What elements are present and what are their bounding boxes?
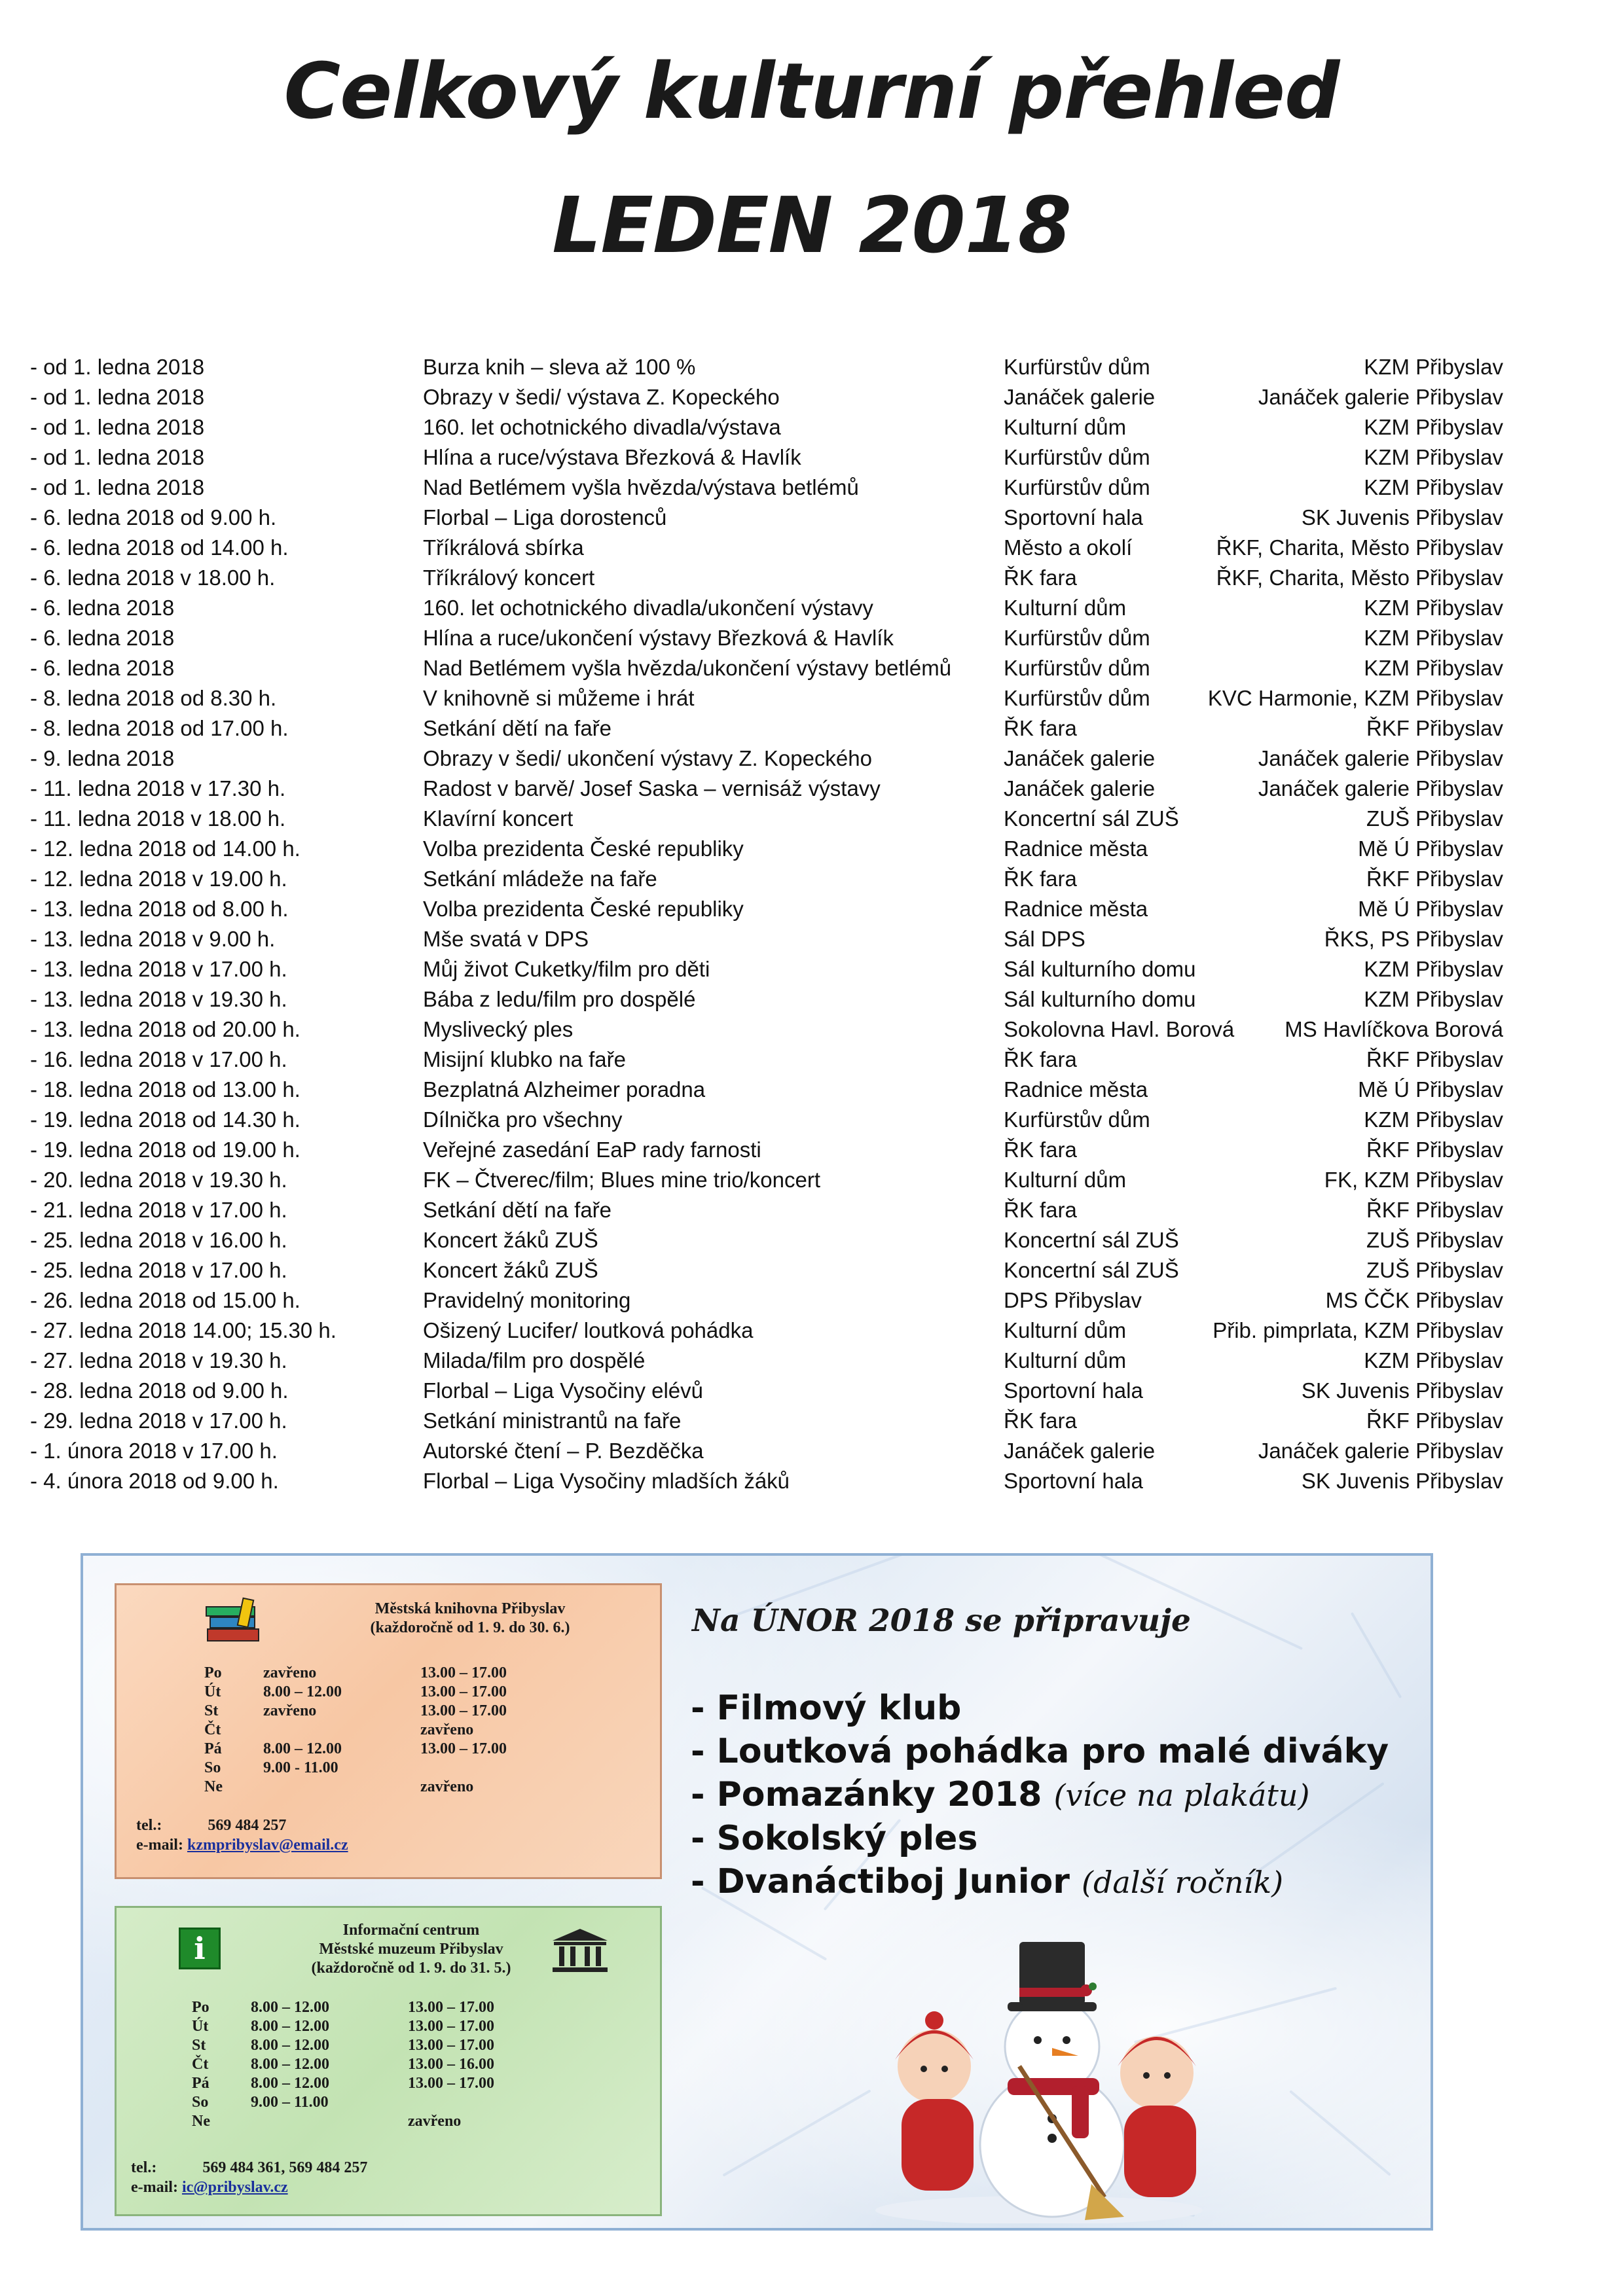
event-row xyxy=(30,713,1503,744)
event-venue: Janáček galerie xyxy=(1004,776,1156,800)
snowman-illustration xyxy=(856,1922,1222,2223)
info-center-schedule xyxy=(192,1998,558,2131)
event-row xyxy=(30,744,1503,774)
promo-item-text: - Dvanáctiboj Junior xyxy=(691,1862,1070,1901)
event-row xyxy=(30,1165,1503,1195)
event-venue: Janáček galerie xyxy=(1004,1439,1156,1463)
schedule-day: Út xyxy=(192,2018,209,2035)
event-organizer: MS ČČK Přibyslav xyxy=(1325,1288,1503,1312)
event-organizer: ŘKF Přibyslav xyxy=(1366,1138,1503,1162)
event-date: - 13. ledna 2018 v 19.30 h. xyxy=(30,987,287,1011)
info-center-subname: Městské muzeum Přibyslav xyxy=(319,1941,503,1958)
info-center-hours-box xyxy=(115,1906,662,2216)
event-title: Obrazy v šedi/ ukončení výstavy Z. Kopeckého xyxy=(423,746,872,770)
event-organizer: Janáček galerie Přibyslav xyxy=(1258,776,1503,800)
event-date: - od 1. ledna 2018 xyxy=(30,475,205,499)
schedule-morning: 8.00 – 12.00 xyxy=(263,1683,342,1700)
event-title: Ošizený Lucifer/ loutková pohádka xyxy=(423,1318,754,1342)
schedule-morning: 8.00 – 12.00 xyxy=(251,1999,329,2016)
event-venue: Sál DPS xyxy=(1004,927,1085,951)
schedule-row xyxy=(204,1759,571,1778)
event-venue: Kurfürstův dům xyxy=(1004,626,1150,650)
event-organizer: KZM Přibyslav xyxy=(1364,656,1503,680)
schedule-row xyxy=(192,2036,558,2055)
library-email-label: e-mail: xyxy=(136,1837,183,1854)
event-organizer: ŘKF Přibyslav xyxy=(1366,1408,1503,1433)
event-venue: Sportovní hala xyxy=(1004,505,1143,529)
event-organizer: ZUŠ Přibyslav xyxy=(1366,1228,1503,1252)
promo-item xyxy=(691,1730,1389,1773)
event-venue: ŘK fara xyxy=(1004,1408,1077,1433)
event-title: Volba prezidenta České republiky xyxy=(423,897,744,921)
event-title: Klavírní koncert xyxy=(423,806,574,831)
event-row xyxy=(30,442,1503,473)
event-organizer: Mě Ú Přibyslav xyxy=(1358,1077,1503,1102)
schedule-day: So xyxy=(204,1759,221,1776)
event-organizer: KZM Přibyslav xyxy=(1364,596,1503,620)
schedule-afternoon: 13.00 – 17.00 xyxy=(408,2018,494,2035)
schedule-day: Čt xyxy=(204,1721,221,1738)
event-row xyxy=(30,774,1503,804)
event-title: V knihovně si můžeme i hrát xyxy=(423,686,695,710)
event-title: 160. let ochotnického divadla/výstava xyxy=(423,415,781,439)
event-row xyxy=(30,1436,1503,1466)
event-venue: Janáček galerie xyxy=(1004,746,1156,770)
schedule-afternoon: 13.00 – 17.00 xyxy=(420,1683,507,1700)
event-title: Misijní klubko na faře xyxy=(423,1047,626,1071)
books-icon xyxy=(203,1598,263,1649)
event-title: Florbal – Liga Vysočiny mladších žáků xyxy=(423,1469,790,1493)
promo-item xyxy=(691,1817,1389,1860)
event-venue: Kulturní dům xyxy=(1004,415,1127,439)
event-venue: Kurfürstův dům xyxy=(1004,445,1150,469)
library-phone-label: tel.: xyxy=(136,1817,162,1834)
event-organizer: Janáček galerie Přibyslav xyxy=(1258,1439,1503,1463)
event-row xyxy=(30,984,1503,1014)
event-row xyxy=(30,1285,1503,1316)
event-row xyxy=(30,1346,1503,1376)
frost-stroke xyxy=(1351,1612,1402,1698)
event-venue: Koncertní sál ZUŠ xyxy=(1004,1258,1179,1282)
event-title: Burza knih – sleva až 100 % xyxy=(423,355,696,379)
promo-item xyxy=(691,1860,1389,1904)
event-venue: Janáček galerie xyxy=(1004,385,1156,409)
event-row xyxy=(30,1376,1503,1406)
promo-item-note: (více na plakátu) xyxy=(1053,1778,1310,1813)
event-title: Milada/film pro dospělé xyxy=(423,1348,646,1372)
event-organizer: ZUŠ Přibyslav xyxy=(1366,1258,1503,1282)
event-row xyxy=(30,382,1503,412)
schedule-row xyxy=(192,2074,558,2093)
schedule-row xyxy=(204,1702,571,1721)
schedule-morning: zavřeno xyxy=(263,1702,317,1719)
event-organizer: KZM Přibyslav xyxy=(1364,475,1503,499)
event-date: - 21. ledna 2018 v 17.00 h. xyxy=(30,1198,287,1222)
library-schedule xyxy=(204,1664,571,1797)
frost-stroke xyxy=(722,2089,871,2176)
schedule-morning: 8.00 – 12.00 xyxy=(251,2075,329,2092)
event-organizer: MS Havlíčkova Borová xyxy=(1285,1017,1503,1041)
event-organizer: KZM Přibyslav xyxy=(1364,957,1503,981)
event-date: - 6. ledna 2018 xyxy=(30,626,175,650)
event-row xyxy=(30,894,1503,924)
event-venue: Kurfürstův dům xyxy=(1004,656,1150,680)
event-date: - od 1. ledna 2018 xyxy=(30,445,205,469)
event-venue: DPS Přibyslav xyxy=(1004,1288,1142,1312)
event-venue: Kurfürstův dům xyxy=(1004,1107,1150,1132)
schedule-afternoon: 13.00 – 17.00 xyxy=(420,1664,507,1681)
event-title: Florbal – Liga Vysočiny elévů xyxy=(423,1378,704,1403)
promo-item xyxy=(691,1773,1389,1817)
event-organizer: Mě Ú Přibyslav xyxy=(1358,897,1503,921)
event-date: - 12. ledna 2018 od 14.00 h. xyxy=(30,836,301,861)
event-organizer: Janáček galerie Přibyslav xyxy=(1258,385,1503,409)
promo-item-note: (další ročník) xyxy=(1082,1865,1284,1900)
promo-item-text: - Loutková pohádka pro malé diváky xyxy=(691,1732,1389,1771)
schedule-morning: 9.00 – 11.00 xyxy=(251,2094,329,2111)
frost-stroke xyxy=(1289,2090,1391,2176)
event-title: FK – Čtverec/film; Blues mine trio/koncert xyxy=(423,1168,821,1192)
schedule-row xyxy=(192,2112,558,2131)
schedule-day: Ne xyxy=(192,2113,210,2130)
event-title: Obrazy v šedi/ výstava Z. Kopeckého xyxy=(423,385,780,409)
event-date: - 13. ledna 2018 od 8.00 h. xyxy=(30,897,289,921)
event-date: - od 1. ledna 2018 xyxy=(30,415,205,439)
event-title: Nad Betlémem vyšla hvězda/ukončení výstavy betlémů xyxy=(423,656,952,680)
event-organizer: ŘKF, Charita, Město Přibyslav xyxy=(1216,535,1503,560)
event-row xyxy=(30,352,1503,382)
event-organizer: ŘKF Přibyslav xyxy=(1366,1047,1503,1071)
event-organizer: KVC Harmonie, KZM Přibyslav xyxy=(1207,686,1503,710)
event-row xyxy=(30,924,1503,954)
schedule-day: Út xyxy=(204,1683,221,1700)
event-row xyxy=(30,834,1503,864)
event-venue: Kulturní dům xyxy=(1004,1168,1127,1192)
event-title: Radost v barvě/ Josef Saska – vernisáž výstavy xyxy=(423,776,881,800)
event-row xyxy=(30,1466,1503,1496)
event-date: - 11. ledna 2018 v 18.00 h. xyxy=(30,806,286,831)
event-row xyxy=(30,1316,1503,1346)
event-venue: Sportovní hala xyxy=(1004,1378,1143,1403)
event-venue: Kulturní dům xyxy=(1004,1318,1127,1342)
event-venue: ŘK fara xyxy=(1004,565,1077,590)
event-venue: Radnice města xyxy=(1004,1077,1148,1102)
event-title: Koncert žáků ZUŠ xyxy=(423,1258,598,1282)
schedule-afternoon: 13.00 – 16.00 xyxy=(408,2056,494,2073)
schedule-afternoon: zavřeno xyxy=(408,2113,462,2130)
schedule-day: St xyxy=(204,1702,219,1719)
event-venue: Sál kulturního domu xyxy=(1004,957,1196,981)
info-phone: 569 484 361, 569 484 257 xyxy=(202,2159,368,2176)
event-organizer: ZUŠ Přibyslav xyxy=(1366,806,1503,831)
library-period: (každoročně od 1. 9. do 30. 6.) xyxy=(370,1619,570,1636)
event-title: Autorské čtení – P. Bezděčka xyxy=(423,1439,704,1463)
schedule-morning: 8.00 – 12.00 xyxy=(251,2018,329,2035)
library-phone: 569 484 257 xyxy=(208,1817,287,1834)
event-row xyxy=(30,533,1503,563)
schedule-afternoon: 13.00 – 17.00 xyxy=(408,2075,494,2092)
schedule-day: Po xyxy=(192,1999,210,2016)
event-row xyxy=(30,804,1503,834)
event-venue: Kurfürstův dům xyxy=(1004,686,1150,710)
event-date: - 25. ledna 2018 v 17.00 h. xyxy=(30,1258,287,1282)
schedule-afternoon: 13.00 – 17.00 xyxy=(420,1740,507,1757)
event-organizer: KZM Přibyslav xyxy=(1364,355,1503,379)
promo-item-text: - Filmový klub xyxy=(691,1689,962,1728)
event-row xyxy=(30,1075,1503,1105)
event-organizer: ŘKF Přibyslav xyxy=(1366,716,1503,740)
schedule-afternoon: zavřeno xyxy=(420,1778,474,1795)
schedule-afternoon: zavřeno xyxy=(420,1721,474,1738)
info-email-link[interactable]: ic@pribyslav.cz xyxy=(181,2179,288,2196)
event-organizer: ŘKF, Charita, Město Přibyslav xyxy=(1216,565,1503,590)
event-date: - 8. ledna 2018 od 17.00 h. xyxy=(30,716,289,740)
event-date: - 6. ledna 2018 xyxy=(30,656,175,680)
event-title: Veřejné zasedání EaP rady farnosti xyxy=(423,1138,761,1162)
event-venue: Radnice města xyxy=(1004,836,1148,861)
promo-item xyxy=(691,1687,1389,1730)
schedule-afternoon: 13.00 – 17.00 xyxy=(408,2037,494,2054)
schedule-morning: 8.00 – 12.00 xyxy=(263,1740,342,1757)
event-row xyxy=(30,623,1503,653)
event-row xyxy=(30,1105,1503,1135)
event-date: - 20. ledna 2018 v 19.30 h. xyxy=(30,1168,287,1192)
events-list xyxy=(30,352,1503,1496)
event-row xyxy=(30,954,1503,984)
event-date: - 18. ledna 2018 od 13.00 h. xyxy=(30,1077,301,1102)
schedule-morning: 9.00 - 11.00 xyxy=(263,1759,338,1776)
schedule-morning: 8.00 – 12.00 xyxy=(251,2056,329,2073)
event-venue: Sokolovna Havl. Borová xyxy=(1004,1017,1235,1041)
event-venue: ŘK fara xyxy=(1004,716,1077,740)
event-date: - 13. ledna 2018 v 17.00 h. xyxy=(30,957,287,981)
event-organizer: KZM Přibyslav xyxy=(1364,626,1503,650)
event-date: - 26. ledna 2018 od 15.00 h. xyxy=(30,1288,301,1312)
event-organizer: KZM Přibyslav xyxy=(1364,1348,1503,1372)
event-organizer: KZM Přibyslav xyxy=(1364,445,1503,469)
event-title: Bezplatná Alzheimer poradna xyxy=(423,1077,706,1102)
event-venue: Kurfürstův dům xyxy=(1004,355,1150,379)
info-phone-label: tel.: xyxy=(131,2159,157,2176)
event-date: - 27. ledna 2018 v 19.30 h. xyxy=(30,1348,287,1372)
event-date: - 6. ledna 2018 xyxy=(30,596,175,620)
event-date: - 13. ledna 2018 od 20.00 h. xyxy=(30,1017,301,1041)
schedule-row xyxy=(204,1721,571,1740)
event-title: Dílnička pro všechny xyxy=(423,1107,623,1132)
library-email-link[interactable]: kzmpribyslav@email.cz xyxy=(187,1837,348,1854)
event-venue: ŘK fara xyxy=(1004,1047,1077,1071)
schedule-afternoon: 13.00 – 17.00 xyxy=(408,1999,494,2016)
schedule-morning: zavřeno xyxy=(263,1664,317,1681)
event-venue: Kulturní dům xyxy=(1004,1348,1127,1372)
event-date: - 12. ledna 2018 v 19.00 h. xyxy=(30,867,287,891)
info-center-period: (každoročně od 1. 9. do 31. 5.) xyxy=(311,1960,511,1977)
schedule-row xyxy=(192,2093,558,2112)
event-row xyxy=(30,683,1503,713)
event-date: - 11. ledna 2018 v 17.30 h. xyxy=(30,776,286,800)
promo-item-text: - Sokolský ples xyxy=(691,1819,978,1858)
event-venue: Sál kulturního domu xyxy=(1004,987,1196,1011)
event-venue: Koncertní sál ZUŠ xyxy=(1004,1228,1179,1252)
event-organizer: KZM Přibyslav xyxy=(1364,415,1503,439)
event-date: - 19. ledna 2018 od 19.00 h. xyxy=(30,1138,301,1162)
schedule-row xyxy=(204,1740,571,1759)
event-organizer: SK Juvenis Přibyslav xyxy=(1301,1378,1503,1403)
event-organizer: FK, KZM Přibyslav xyxy=(1324,1168,1503,1192)
schedule-row xyxy=(192,2017,558,2036)
event-title: Pravidelný monitoring xyxy=(423,1288,631,1312)
event-date: - 4. února 2018 od 9.00 h. xyxy=(30,1469,279,1493)
event-title: Setkání dětí na faře xyxy=(423,716,612,740)
event-organizer: KZM Přibyslav xyxy=(1364,1107,1503,1132)
event-organizer: ŘKF Přibyslav xyxy=(1366,1198,1503,1222)
event-venue: ŘK fara xyxy=(1004,1198,1077,1222)
event-title: Tříkrálový koncert xyxy=(423,565,595,590)
event-row xyxy=(30,1195,1503,1225)
museum-icon xyxy=(550,1928,610,1973)
event-venue: ŘK fara xyxy=(1004,1138,1077,1162)
event-row xyxy=(30,563,1503,593)
page-subtitle-month: LEDEN 2018 xyxy=(552,180,1071,270)
promo-list xyxy=(691,1687,1389,1904)
event-organizer: ŘKF Přibyslav xyxy=(1366,867,1503,891)
event-title: 160. let ochotnického divadla/ukončení výstavy xyxy=(423,596,873,620)
event-organizer: Mě Ú Přibyslav xyxy=(1358,836,1503,861)
event-title: Myslivecký ples xyxy=(423,1017,574,1041)
event-row xyxy=(30,473,1503,503)
schedule-row xyxy=(204,1778,571,1797)
event-organizer: Přib. pimprlata, KZM Přibyslav xyxy=(1213,1318,1503,1342)
schedule-row xyxy=(204,1664,571,1683)
event-title: Setkání mládeže na faře xyxy=(423,867,657,891)
event-venue: Radnice města xyxy=(1004,897,1148,921)
event-title: Hlína a ruce/výstava Březková & Havlík xyxy=(423,445,801,469)
event-title: Hlína a ruce/ukončení výstavy Březková & Havlík xyxy=(423,626,894,650)
schedule-day: Po xyxy=(204,1664,222,1681)
info-center-name: Informační centrum xyxy=(342,1922,480,1939)
event-date: - od 1. ledna 2018 xyxy=(30,385,205,409)
library-name: Městská knihovna Přibyslav xyxy=(374,1600,566,1617)
schedule-day: Ne xyxy=(204,1778,223,1795)
event-title: Volba prezidenta České republiky xyxy=(423,836,744,861)
schedule-row xyxy=(192,2055,558,2074)
schedule-day: So xyxy=(192,2094,209,2111)
event-date: - od 1. ledna 2018 xyxy=(30,355,205,379)
schedule-day: St xyxy=(192,2037,206,2054)
event-title: Bába z ledu/film pro dospělé xyxy=(423,987,696,1011)
event-venue: ŘK fara xyxy=(1004,867,1077,891)
event-row xyxy=(30,1406,1503,1436)
event-row xyxy=(30,864,1503,894)
event-venue: Sportovní hala xyxy=(1004,1469,1143,1493)
event-title: Mše svatá v DPS xyxy=(423,927,589,951)
event-row xyxy=(30,412,1503,442)
schedule-day: Pá xyxy=(204,1740,222,1757)
schedule-day: Čt xyxy=(192,2056,209,2073)
event-venue: Kurfürstův dům xyxy=(1004,475,1150,499)
event-organizer: ŘKS, PS Přibyslav xyxy=(1324,927,1503,951)
event-venue: Koncertní sál ZUŠ xyxy=(1004,806,1179,831)
event-title: Můj život Cuketky/film pro děti xyxy=(423,957,710,981)
event-date: - 6. ledna 2018 od 14.00 h. xyxy=(30,535,289,560)
promo-panel xyxy=(81,1553,1433,2231)
schedule-row xyxy=(204,1683,571,1702)
event-date: - 9. ledna 2018 xyxy=(30,746,175,770)
event-row xyxy=(30,503,1503,533)
event-organizer: SK Juvenis Přibyslav xyxy=(1301,1469,1503,1493)
event-date: - 1. února 2018 v 17.00 h. xyxy=(30,1439,278,1463)
event-row xyxy=(30,1135,1503,1165)
event-date: - 6. ledna 2018 od 9.00 h. xyxy=(30,505,277,529)
event-organizer: SK Juvenis Přibyslav xyxy=(1301,505,1503,529)
event-date: - 29. ledna 2018 v 17.00 h. xyxy=(30,1408,287,1433)
event-row xyxy=(30,653,1503,683)
event-date: - 25. ledna 2018 v 16.00 h. xyxy=(30,1228,287,1252)
event-row xyxy=(30,1255,1503,1285)
event-row xyxy=(30,1014,1503,1045)
event-row xyxy=(30,1045,1503,1075)
event-date: - 13. ledna 2018 v 9.00 h. xyxy=(30,927,276,951)
event-date: - 8. ledna 2018 od 8.30 h. xyxy=(30,686,277,710)
event-venue: Kulturní dům xyxy=(1004,596,1127,620)
event-row xyxy=(30,1225,1503,1255)
event-date: - 28. ledna 2018 od 9.00 h. xyxy=(30,1378,289,1403)
event-title: Nad Betlémem vyšla hvězda/výstava betlémů xyxy=(423,475,859,499)
event-title: Setkání ministrantů na faře xyxy=(423,1408,682,1433)
event-date: - 16. ledna 2018 v 17.00 h. xyxy=(30,1047,287,1071)
event-date: - 6. ledna 2018 v 18.00 h. xyxy=(30,565,276,590)
event-organizer: KZM Přibyslav xyxy=(1364,987,1503,1011)
schedule-day: Pá xyxy=(192,2075,210,2092)
event-date: - 27. ledna 2018 14.00; 15.30 h. xyxy=(30,1318,337,1342)
event-title: Koncert žáků ZUŠ xyxy=(423,1228,598,1252)
schedule-morning: 8.00 – 12.00 xyxy=(251,2037,329,2054)
schedule-row xyxy=(192,1998,558,2017)
library-hours-box xyxy=(115,1583,662,1879)
event-venue: Město a okolí xyxy=(1004,535,1133,560)
event-organizer: Janáček galerie Přibyslav xyxy=(1258,746,1503,770)
event-title: Setkání dětí na faře xyxy=(423,1198,612,1222)
promo-heading: Na ÚNOR 2018 se připravuje xyxy=(692,1603,1191,1639)
schedule-afternoon: 13.00 – 17.00 xyxy=(420,1702,507,1719)
info-icon: i xyxy=(179,1928,221,1969)
event-title: Florbal – Liga dorostenců xyxy=(423,505,667,529)
page-title: Celkový kulturní přehled xyxy=(283,46,1340,136)
promo-item-text: - Pomazánky 2018 xyxy=(691,1775,1042,1814)
event-title: Tříkrálová sbírka xyxy=(423,535,584,560)
event-row xyxy=(30,593,1503,623)
info-email-label: e-mail: xyxy=(131,2179,178,2196)
event-date: - 19. ledna 2018 od 14.30 h. xyxy=(30,1107,301,1132)
